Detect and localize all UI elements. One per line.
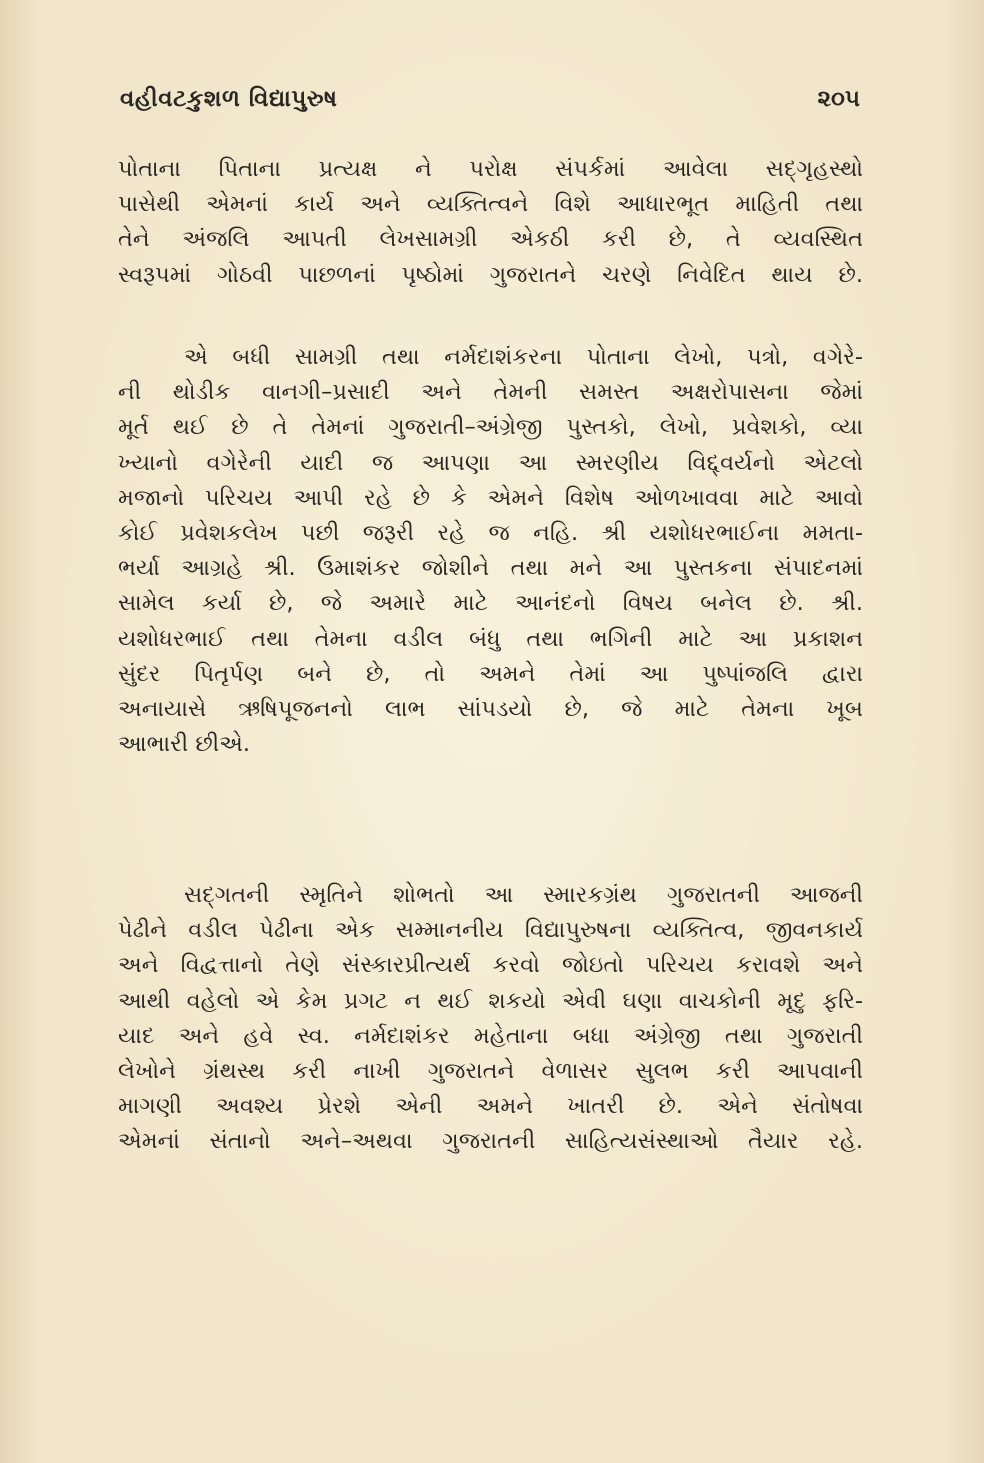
text-line: યશોધરભાઈ તથા તેમના વડીલ બંધુ તથા ભગિની માટે આ પ્રકાશન [118, 625, 863, 652]
text-line: સુંદર પિતૃર્પણ બને છે, તો અમને તેમાં આ પુષ્પાંજલિ દ્વારા [118, 660, 863, 687]
text-line: યાદ અને હવે સ્વ. નર્મદાશંકર મહેતાના બધા અંગ્રેજી તથા ગુજરાતી [118, 1022, 863, 1049]
text-line: અનાયાસે ઋષિપૂજનનો લાભ સાંપડયો છે, જે માટે તેમના ખૂબ [118, 695, 863, 722]
text-line: સામેલ કર્યા છે, જે અમારે માટે આનંદનો વિષય બનેલ છે. શ્રી. [118, 590, 863, 617]
text-line: મજાનો પરિચય આપી રહે છે કે એમને વિશેષ ઓળખાવવા માટે આવો [118, 484, 863, 511]
text-line: પાસેથી એમનાં કાર્ય અને વ્યક્તિત્વને વિશે આધારભૂત માહિતી તથા [118, 191, 863, 218]
page-number: ૨૦૫ [817, 86, 860, 112]
text-line: સદ્ગતની સ્મૃતિને શોભતો આ સ્મારકગ્રંથ ગુજરાતની આજની [184, 882, 863, 908]
text-line: સ્વરૂપમાં ગોઠવી પાછળનાં પૃષ્ઠોમાં ગુજરાતને ચરણે નિવેદિત થાય છે. [118, 261, 863, 288]
text-line: તેને અંજલિ આપતી લેખસામગ્રી એકઠી કરી છે, તે વ્યવસ્થિત [118, 226, 863, 253]
text-line: એ બધી સામગ્રી તથા નર્મદાશંકરના પોતાના લેખો, પત્રો, વગેરે- [184, 344, 863, 370]
text-line: માગણી અવશ્ય પ્રેરશે એની અમને ખાતરી છે. એને સંતોષવા [118, 1093, 863, 1120]
paragraph-2 [118, 340, 863, 762]
paragraph-1 [118, 152, 863, 293]
text-line: આભારી છીએ. [118, 731, 251, 758]
text-line: અને વિદ્વત્તાનો તેણે સંસ્કારપ્રીત્યર્થ કરવો જોઇતો પરિચય કરાવશે અને [118, 952, 863, 979]
text-line: ભર્યા આગ્રહે શ્રી. ઉમાશંકર જોશીને તથા મને આ પુસ્તકના સંપાદનમાં [118, 555, 863, 582]
chapter-title: વહીવટકુશળ વિદ્યાપુરુષ [120, 86, 338, 112]
text-line: પેઢીને વડીલ પેઢીના એક સમ્માનનીય વિદ્યાપુરુષના વ્યક્તિત્વ, જીવનકાર્ય [118, 917, 863, 944]
text-line: આથી વહેલો એ કેમ પ્રગટ ન થઈ શકયો એવી ઘણા વાચકોની મૃદુ ફરિ- [118, 987, 863, 1014]
text-line: એમનાં સંતાનો અને–અથવા ગુજરાતની સાહિત્યસંસ્થાઓ તૈયાર રહે. [118, 1128, 863, 1155]
running-header [120, 82, 860, 122]
text-line: કોઈ પ્રવેશકલેખ પછી જરૂરી રહે જ નહિ. શ્રી યશોધરભાઈના મમતા- [118, 519, 863, 546]
text-line: મૂર્ત થઈ છે તે તેમનાં ગુજરાતી–અંગ્રેજી પુસ્તકો, લેખો, પ્રવેશકો, વ્યા [118, 414, 863, 441]
paragraph-3 [118, 878, 863, 1160]
text-line: પોતાના પિતાના પ્રત્યક્ષ ને પરોક્ષ સંપર્કમાં આવેલા સદ્ગૃહસ્થો [118, 156, 863, 182]
text-line: ની થોડીક વાનગી–પ્રસાદી અને તેમની સમસ્ત અક્ષરોપાસના જેમાં [118, 379, 863, 406]
text-line: ખ્યાનો વગેરેની યાદી જ આપણા આ સ્મરણીય વિદ્દ્વર્યનો એટલો [118, 449, 863, 476]
text-line: લેખોને ગ્રંથસ્થ કરી નાખી ગુજરાતને વેળાસર સુલભ કરી આપવાની [118, 1057, 863, 1084]
